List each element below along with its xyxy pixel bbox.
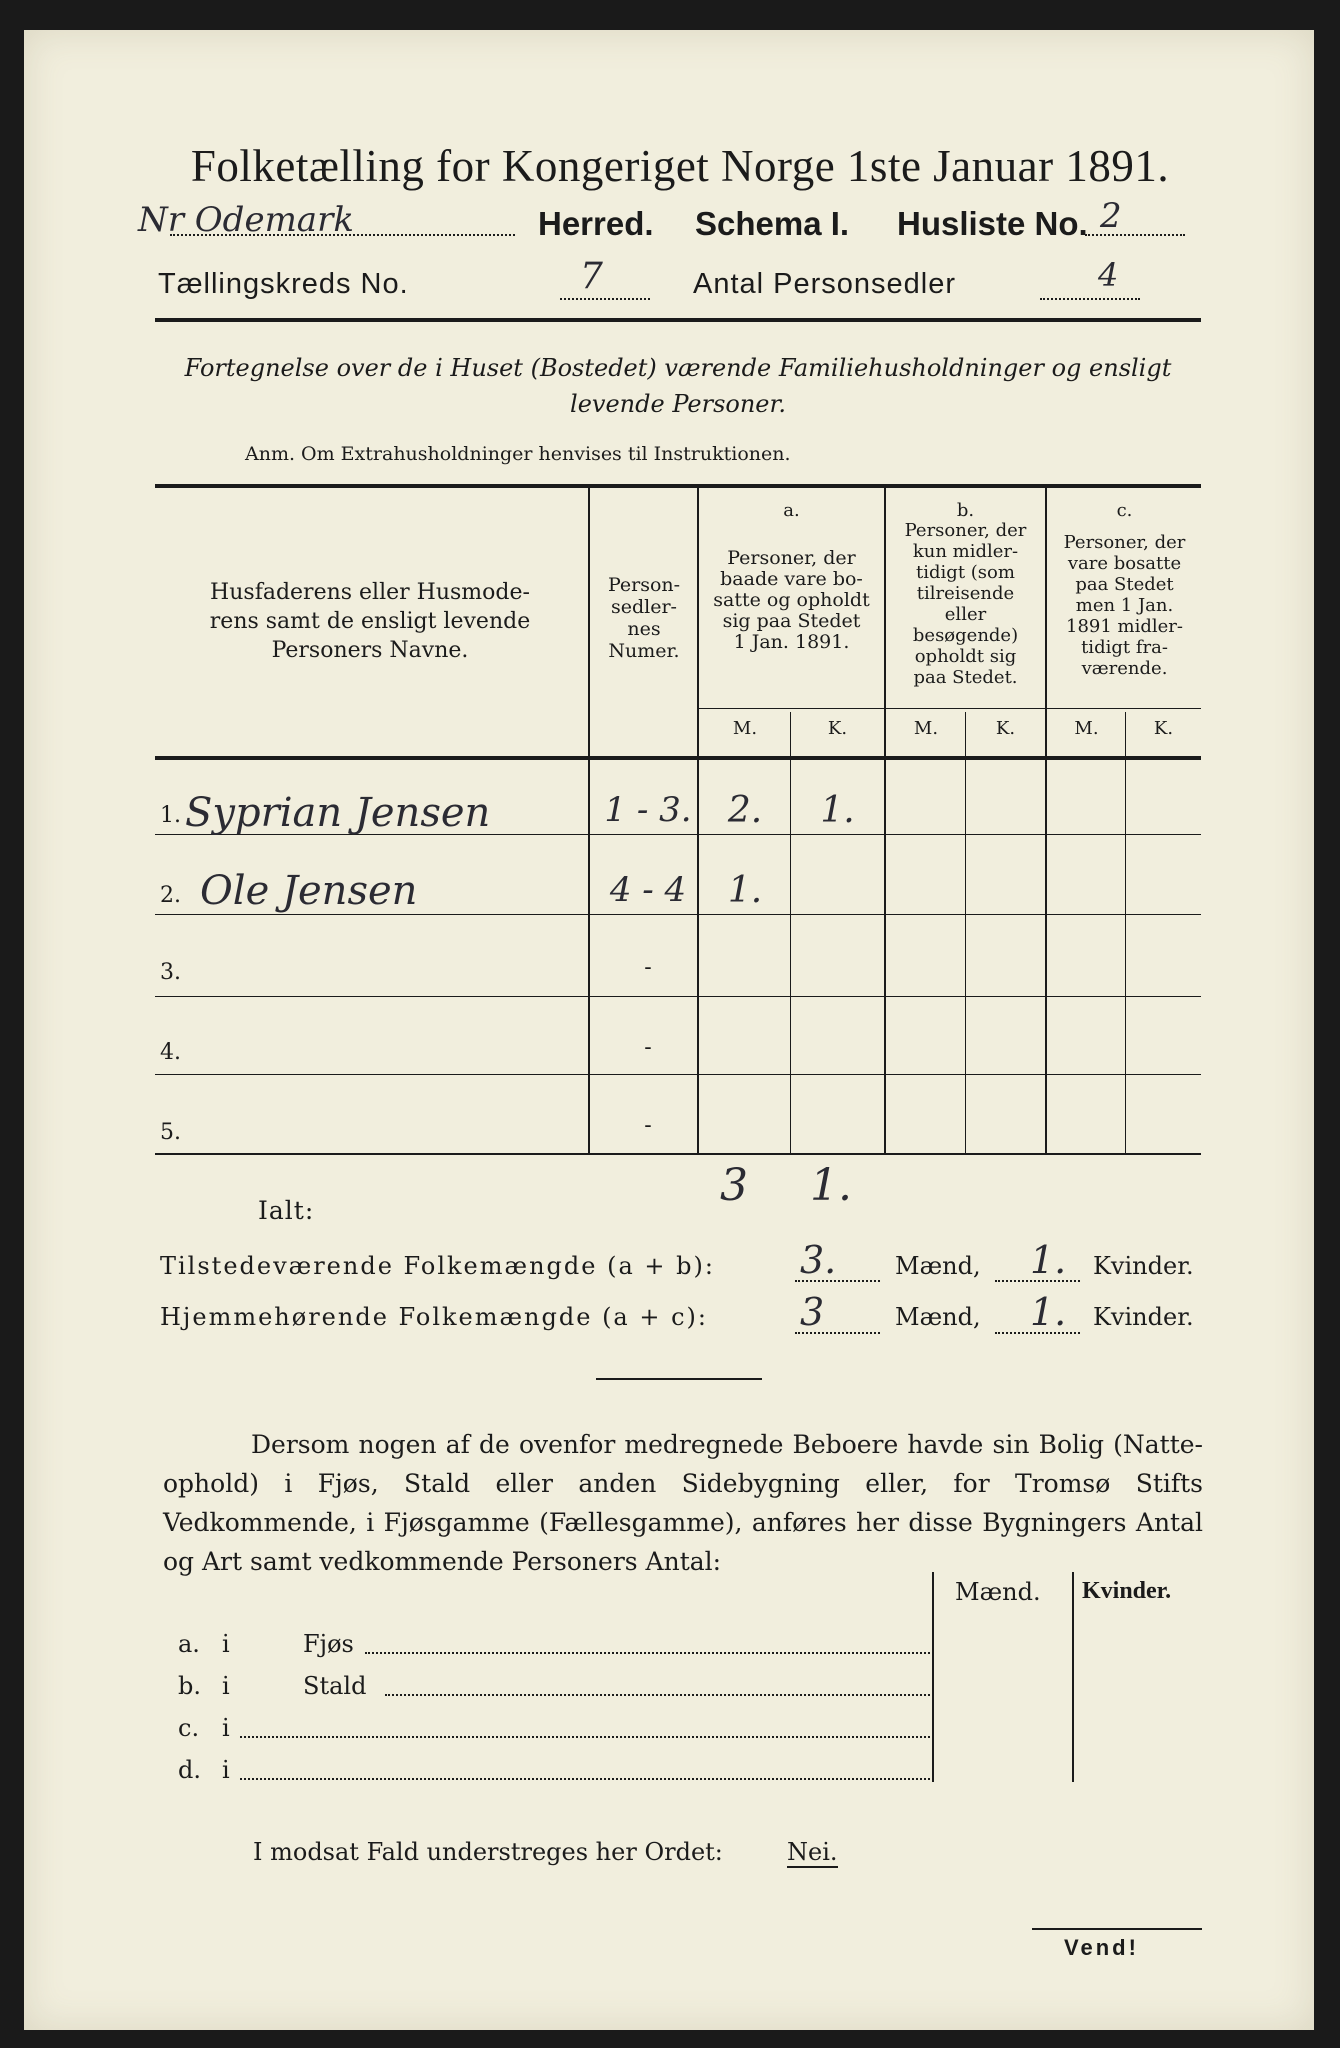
row-number: 2. <box>160 883 181 908</box>
sub-row-prep: i <box>222 1756 230 1784</box>
sub-row-letter: a. <box>178 1630 200 1658</box>
a-k-label: K. <box>827 718 848 739</box>
sub-vline-1 <box>932 1572 934 1782</box>
sub-vline-2 <box>1072 1572 1074 1782</box>
tilstede-maend-label: Mænd, <box>895 1252 981 1280</box>
vend-rule <box>1032 1928 1202 1930</box>
sub-row-dots <box>385 1694 930 1696</box>
ialt-label: Ialt: <box>258 1196 315 1225</box>
row-sep-4 <box>155 1074 1201 1075</box>
col-header-a: Personer, der baade vare bo- satte og opholdt sig paa Stedet 1 Jan. 1891. <box>713 547 870 653</box>
col-c-letter: c. <box>1116 500 1133 521</box>
vend-label: Vend! <box>1064 1935 1139 1960</box>
a-m-value: 1. <box>727 870 763 911</box>
hjemme-maend-value: 3 <box>800 1290 825 1334</box>
census-form-page <box>24 30 1314 2030</box>
tilstede-kvinder-line <box>995 1280 1080 1282</box>
husliste-label: Husliste No. <box>897 205 1088 242</box>
antal-value: 4 <box>1098 256 1119 294</box>
col-header-numer: Person- sedler- nes Numer. <box>607 574 681 662</box>
bolig-paragraph: Dersom nogen af de ovenfor medregnede Beboere havde sin Bolig (Natte-ophold) i Fjøs, Stald eller anden Sidebygning eller, for Tromsø Stifts Vedkommende, i Fjøsgamme (Fællesgamme), anføres her disse Bygningers Antal og Art samt vedkommende Personers Antal: <box>163 1430 1203 1576</box>
ialt-a-k: 1. <box>810 1160 852 1211</box>
sub-row-prep: i <box>222 1630 230 1658</box>
c-k-label: K. <box>1153 718 1174 739</box>
hjemme-kvinder-value: 1. <box>1030 1290 1067 1334</box>
intro-line-2: levende Personer. <box>570 390 786 418</box>
sub-row-prep: i <box>222 1714 230 1742</box>
vline-a <box>884 486 886 1154</box>
herred-value: Nr Odemark <box>138 200 354 240</box>
section-divider <box>596 1378 762 1380</box>
husliste-value: 2 <box>1100 196 1122 236</box>
form-title: Folketælling for Kongeriget Norge 1ste Januar 1891. <box>190 141 1170 191</box>
tilstede-kvinder-value: 1. <box>1030 1238 1067 1282</box>
a-m-label: M. <box>732 718 758 739</box>
row-sep-2 <box>155 914 1201 915</box>
hjemme-label: Hjemmehørende Folkemængde (a + c): <box>160 1303 708 1331</box>
b-m-label: M. <box>913 718 939 739</box>
antal-label: Antal Personsedler <box>693 268 957 300</box>
schema-label: Schema I. <box>695 205 850 242</box>
personsedler-numer: - <box>644 1113 652 1138</box>
vline-names <box>588 486 590 1154</box>
row-number: 4. <box>160 1040 181 1065</box>
ialt-a-m: 3 <box>720 1160 748 1211</box>
hjemme-maend-label: Mænd, <box>895 1303 981 1331</box>
personsedler-numer: - <box>644 955 652 980</box>
a-k-value: 1. <box>820 790 855 831</box>
person-name: Syprian Jensen <box>185 790 491 836</box>
hjemme-maend-line <box>795 1332 880 1334</box>
tilstede-maend-line <box>795 1280 880 1282</box>
col-header-b: Personer, der kun midler- tidigt (som tilreisende eller besøgende) opholdt sig paa Stedet. <box>904 520 1027 688</box>
modsat-text: I modsat Fald understreges her Ordet: <box>253 1838 723 1866</box>
hjemme-kvinder-label: Kvinder. <box>1093 1303 1194 1331</box>
col-a-letter: a. <box>783 500 800 521</box>
intro-text <box>155 350 1201 422</box>
c-m-label: M. <box>1074 718 1099 739</box>
row-sep-3 <box>155 996 1201 997</box>
sub-kvinder-header: Kvinder. <box>1082 1578 1172 1604</box>
sub-row-dots <box>365 1652 930 1654</box>
sub-row-label: Fjøs <box>303 1630 354 1658</box>
sub-row-label: Stald <box>303 1672 367 1700</box>
a-m-value: 2. <box>727 790 763 831</box>
sub-row-prep: i <box>222 1672 230 1700</box>
vline-b-mk <box>965 712 966 1154</box>
kreds-label: Tællingskreds No. <box>158 268 409 300</box>
col-header-c: Personer, der vare bosatte paa Stedet men 1 Jan. 1891 midler- tidigt fra- værende. <box>1063 532 1186 679</box>
herred-dotted-line <box>170 234 515 236</box>
herred-label: Herred. <box>538 205 654 242</box>
sub-row-dots <box>240 1778 930 1780</box>
personsedler-numer: 4 - 4 <box>609 870 687 910</box>
vline-a-mk <box>790 712 791 1154</box>
sub-row-dots <box>240 1736 930 1738</box>
husliste-dotted-line <box>1085 234 1185 236</box>
kreds-dotted-line <box>560 298 650 300</box>
hjemme-kvinder-line <box>995 1332 1080 1334</box>
sub-row-letter: b. <box>178 1672 201 1700</box>
intro-line-1: Fortegnelse over de i Huset (Bostedet) værende Familiehusholdninger og ensligt <box>184 354 1172 382</box>
sub-row-letter: d. <box>178 1756 201 1784</box>
row-number: 1. <box>160 803 181 828</box>
sub-row-letter: c. <box>178 1714 200 1742</box>
tilstede-kvinder-label: Kvinder. <box>1093 1252 1194 1280</box>
vline-numer <box>697 486 699 1154</box>
vline-c-mk <box>1125 712 1126 1154</box>
person-name: Ole Jensen <box>200 868 418 914</box>
vline-b <box>1045 486 1047 1154</box>
nei-word: Nei. <box>787 1838 838 1866</box>
row-number: 3. <box>160 960 181 985</box>
kreds-value: 7 <box>580 256 603 297</box>
header-rule <box>155 318 1201 322</box>
col-header-names: Husfaderens eller Husmode- rens samt de ensligt levende Personers Navne. <box>209 580 531 663</box>
col-b-letter: b. <box>956 500 975 521</box>
personsedler-numer: - <box>644 1035 652 1060</box>
anm-note: Anm. Om Extrahusholdninger henvises til Instruktionen. <box>245 443 791 465</box>
tilstede-label: Tilstedeværende Folkemængde (a + b): <box>160 1252 715 1280</box>
personsedler-numer: 1 - 3. <box>604 790 692 830</box>
antal-dotted-line <box>1040 298 1140 300</box>
mk-header-rule <box>698 708 1201 709</box>
row-number: 5. <box>160 1120 181 1145</box>
sub-maend-header: Mænd. <box>955 1578 1041 1606</box>
tilstede-maend-value: 3. <box>800 1238 837 1282</box>
b-k-label: K. <box>995 718 1016 739</box>
